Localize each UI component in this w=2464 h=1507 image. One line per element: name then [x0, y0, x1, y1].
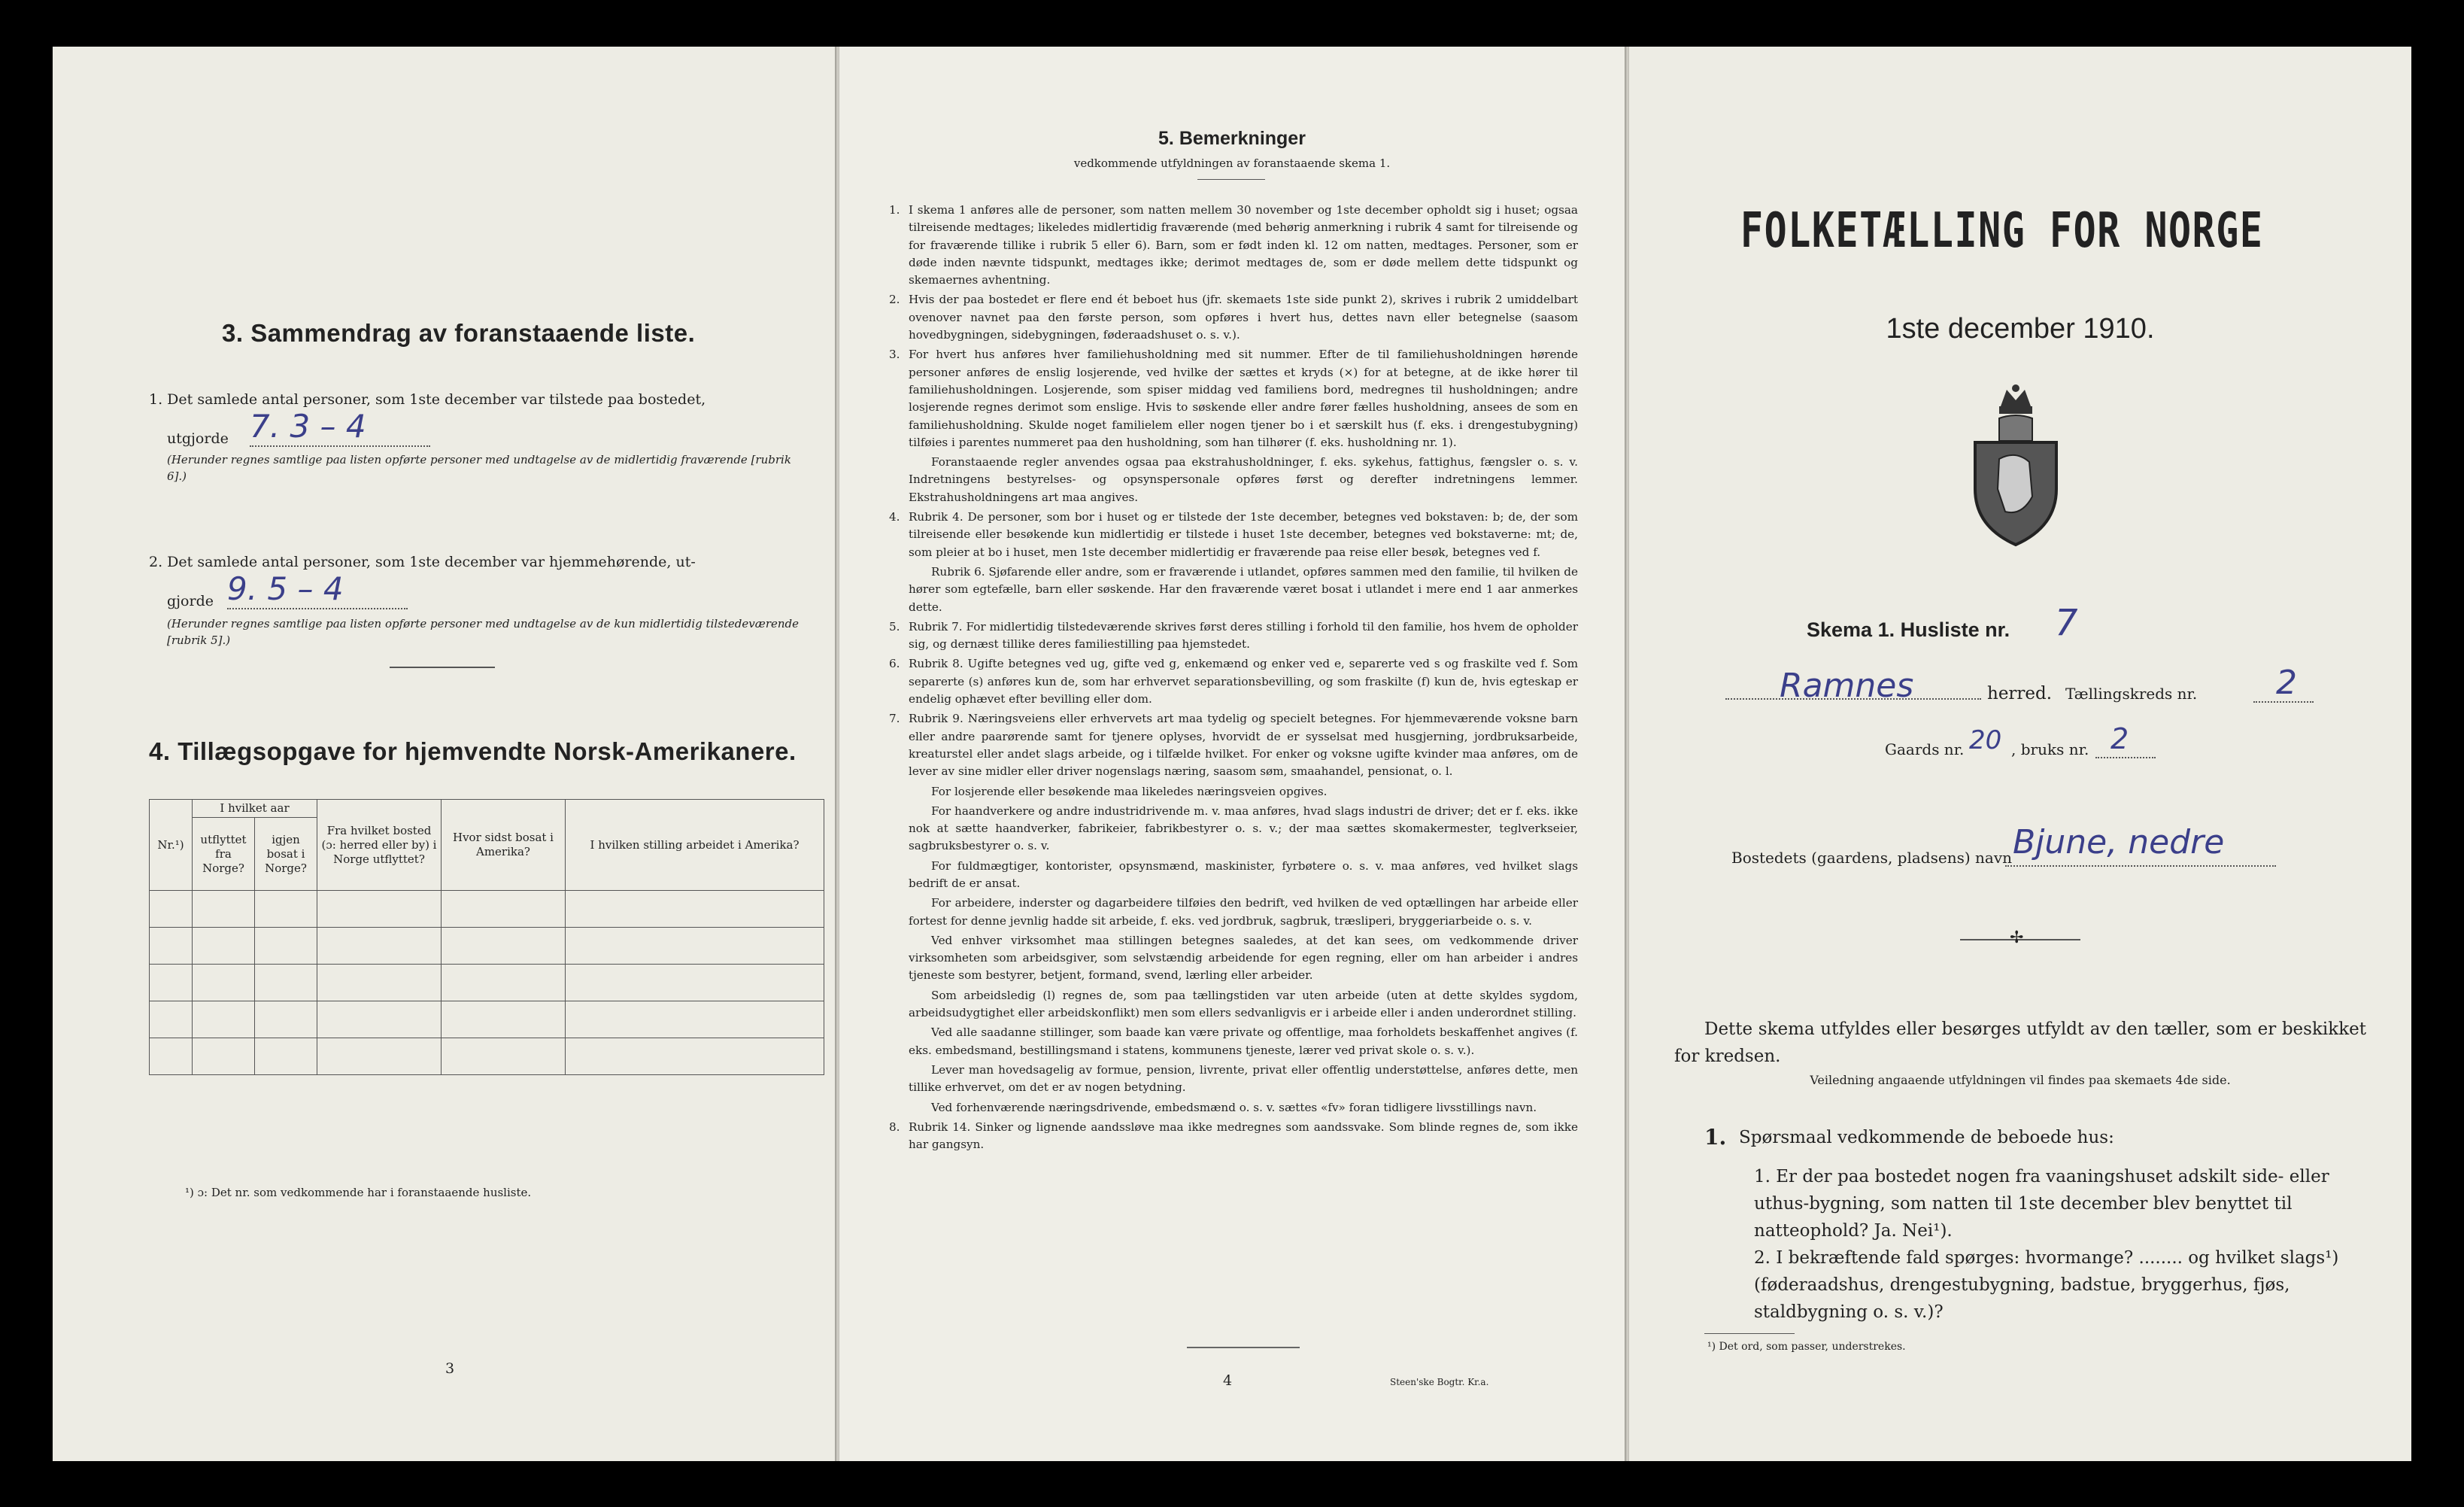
remark-text: Rubrik 9. Næringsveiens eller erhvervets art maa tydelig og specielt betegnes. For hjemmeværende voksne barn eller andre paarørende samt for tjenere oplyses, hvorvidt de er sysselsat med husgjerning, jordbruksarbeide, kreaturstel eller andet slags arbeide, og i tilfælde hvilket. For enker og voksne ugifte kvinder maa anføres, om de lever av sine midler eller driver nogenslags næring, saasom søm, smaahandel, pensionat, o. l. — [909, 712, 1578, 779]
remark-text: For losjerende eller besøkende maa likeledes næringsveien opgives. — [931, 784, 1328, 798]
remark-text: I skema 1 anføres alle de personer, som natten mellem 30 november og 1ste december opholdt sig i huset; ogsaa tilreisende medtages; likeledes midlertidig fraværende (med behørig anmerkning i rubrik 4 samt for tilreisende og for fraværende tillike i rubrik 5 eller 6). Barn, som er født inden kl. 12 om natten, medtages. Personer, som er døde inden nævnte tidspunkt, medtages ikke; derimot medtages de, som er døde mellem dette tidspunkt og skemaernes avhentning. — [909, 203, 1578, 287]
summary-item-1-prefix: utgjorde — [167, 430, 229, 447]
herred-label: herred. — [1987, 684, 2053, 703]
remark-text: Rubrik 7. For midlertidig tilstedeværende skrives først deres stilling i forhold til den familie, hos hvem de opholder sig, og dernæst tillike deres familiestilling paa hjemstedet. — [909, 619, 1578, 652]
remark-text: For hvert hus anføres hver familiehusholdning med sit nummer. Efter de til familiehusholdningen hørende personer anføres de enslig losjerende, ved hvilke der sættes et kryds (×) for at betegne, at de ikke hører til familiehusholdningen. Losjerende, som spiser middag ved familiens bord, medregnes til husholdningen; andre losjerende regnes derimot som enslige. Hvis to søskende eller andre fører fælles husholdning, ansees de som en familiehusholdning. Skulde noget familielem eller nogen tjener bo i et særskilt hus (f. eks. i drengestubygning) tilføies i parentes nummeret paa den husholdning, som han tilhører (f. eks. husholdning nr. 1). — [909, 348, 1578, 449]
col-fra: Fra hvilket bosted (ɔ: herred eller by) i Norge utflyttet? — [317, 800, 442, 891]
question-heading-number: 1. — [1704, 1125, 1727, 1150]
remark-item — [909, 1024, 1578, 1059]
remark-text: Rubrik 6. Sjøfarende eller andre, som er fraværende i utlandet, opføres sammen med den familie, til hvilken de hører som egtefælle, barn eller søskende. Har den fraværende været bosat i utlandet i mere end 1 aar anmerkes dette. — [909, 564, 1579, 614]
table-row — [150, 928, 824, 965]
krets-label: Tællingskreds nr. — [2065, 685, 2198, 703]
krets-value: 2 — [2276, 664, 2297, 702]
remark-item — [909, 932, 1578, 985]
gaards-label: Gaards nr. — [1885, 740, 1965, 758]
remarks-title: 5. Bemerkninger — [1158, 128, 1306, 149]
table-row — [150, 1038, 824, 1075]
question-1: 1. Er der paa bostedet nogen fra vaaningshuset adskilt side- eller uthus-bygning, som natten til 1ste december blev benyttet til natteophold? Ja. Nei¹). — [1754, 1167, 2329, 1241]
end-rule — [1187, 1347, 1300, 1348]
remark-number: 4. — [889, 510, 900, 524]
col-stilling: I hvilken stilling arbeidet i Amerika? — [566, 800, 824, 891]
summary-item-2-note: (Herunder regnes samtlige paa listen opførte personer med undtagelse av de kun midlertidig tilstedeværende [rubrik 5].) — [167, 617, 800, 647]
divider — [390, 667, 495, 668]
census-title: FOLKETÆLLING FOR NORGE — [1740, 203, 2264, 259]
question-2: 2. I bekræftende fald spørges: hvormange? ........ og hvilket slags¹) (føderaadshus, drengestubygning, badstue, bryggerhus, fjøs, staldbygning o. s. v.)? — [1754, 1248, 2339, 1322]
bosted-line — [2005, 865, 2276, 867]
coat-of-arms-icon — [1969, 384, 2062, 551]
veiledning-text: Veiledning angaaende utfyldningen vil findes paa skemaets 4de side. — [1810, 1073, 2231, 1087]
bruks-line — [2095, 757, 2156, 758]
remark-text: Rubrik 14. Sinker og lignende aandssløve maa ikke medregnes som aandssvake. Som blinde regnes de, som ikke har gangsyn. — [909, 1120, 1578, 1152]
norsk-amerikanere-table — [149, 799, 824, 1075]
table-row — [150, 965, 824, 1001]
summary-item-2-line — [227, 608, 408, 609]
remark-number: 1. — [889, 203, 900, 217]
remark-item — [909, 454, 1578, 506]
herred-value: Ramnes — [1780, 667, 1914, 705]
remark-item — [909, 564, 1578, 616]
remark-item — [889, 710, 1578, 780]
census-date: 1ste december 1910. — [1886, 313, 2155, 345]
col-utflyttet: utflyttet fra Norge? — [193, 818, 255, 891]
bosted-value: Bjune, nedre — [2013, 823, 2225, 861]
krets-line — [2253, 701, 2314, 703]
remark-text: Hvis der paa bostedet er flere end ét beboet hus (jfr. skemaets 1ste side punkt 2), skrives i rubrik 2 umiddelbart ovenover navnet paa den første person, som opføres i hvert hus, dettes navn eller betegnelse (saasom hovedbygningen, sidebygningen, føderaadshuset o. s. v.). — [909, 293, 1578, 342]
remark-item — [909, 987, 1578, 1022]
summary-item-1-note: (Herunder regnes samtlige paa listen opførte personer med undtagelse av de midlertidig fraværende [rubrik 6].) — [167, 453, 791, 483]
remark-item — [909, 803, 1578, 855]
remarks-list — [889, 202, 1579, 1156]
col-nr: Nr.¹) — [150, 800, 193, 891]
remark-text: For arbeidere, inderster og dagarbeidere tilføies den bedrift, ved hvilken de ved optællingen har arbeide eller fortest for denne jevnlig hadde sit arbeide, f. eks. ved jordbruk, sagbruk, træsliperi, bryggeriarbeide o. s. v. — [909, 896, 1578, 928]
remark-number: 6. — [889, 657, 900, 671]
section3-title: 3. Sammendrag av foranstaaende liste. — [222, 319, 696, 347]
remark-item — [909, 783, 1578, 801]
bosted-label: Bostedets (gaardens, pladsens) navn — [1731, 849, 2012, 867]
remark-text: Lever man hovedsagelig av formue, pension, livrente, privat eller offentlig understøttelse, anføres dette, men tillike erhvervet, om det er av nogen betydning. — [909, 1062, 1578, 1095]
page-left — [53, 47, 835, 1461]
remark-number: 2. — [889, 293, 900, 307]
table-row — [150, 1001, 824, 1038]
question-heading: Spørsmaal vedkommende de beboede hus: — [1739, 1128, 2114, 1147]
printer-mark: Steen'ske Bogtr. Kr.a. — [1390, 1377, 1489, 1387]
page-number: 4 — [1223, 1372, 1233, 1389]
remark-text: Rubrik 4. De personer, som bor i huset og er tilstede der 1ste december, betegnes ved bokstaven: b; de, der som tilreisende eller besøkende kun midlertidig er tilstede i huset 1ste december, betegnes ved bokstaverne: mt; de, som pleier at bo i huset, men 1ste december midlertidig er fraværende paa reise eller besøk, betegnes ved f. — [909, 510, 1578, 559]
table-row — [150, 891, 824, 928]
remark-item — [909, 858, 1578, 893]
remark-item — [889, 618, 1578, 654]
col-igjen: igjen bosat i Norge? — [255, 818, 317, 891]
skema-label: Skema 1. Husliste nr. — [1807, 618, 2010, 641]
remark-text: Som arbeidsledig (l) regnes de, som paa tællingstiden var uten arbeide (uten at dette skyldes sygdom, arbeidsudygtighet eller arbeidskonflikt) men som ellers sedvanligvis er i arbeide eller i anden underordnet stilling. — [909, 988, 1578, 1020]
remarks-subtitle: vedkommende utfyldningen av foranstaaende skema 1. — [1073, 156, 1391, 170]
page-number: 3 — [445, 1360, 455, 1377]
remark-text: Ved forhenværende næringsdrivende, embedsmænd o. s. v. sættes «fv» foran tidligere livsstillings navn. — [931, 1100, 1537, 1114]
remark-number: 5. — [889, 619, 900, 633]
table-footnote: ¹) ɔ: Det nr. som vedkommende har i foranstaaende husliste. — [185, 1186, 532, 1199]
remark-item — [889, 202, 1578, 289]
gaards-value: 20 — [1969, 725, 2002, 755]
remark-item — [909, 895, 1578, 930]
remark-text: For fuldmægtiger, kontorister, opsynsmænd, maskinister, fyrbøtere o. s. v. maa anføres, ved hvilket slags bedrift de er ansat. — [909, 858, 1578, 890]
remark-item — [889, 291, 1578, 344]
bruks-value: 2 — [2110, 722, 2129, 755]
bruks-label: , bruks nr. — [2011, 740, 2089, 758]
footnote: ¹) Det ord, som passer, understrekes. — [1707, 1341, 1906, 1353]
remark-item — [909, 1062, 1578, 1097]
section4-title: 4. Tillægsopgave for hjemvendte Norsk-Amerikanere. — [149, 737, 797, 765]
summary-item-1-value: 7. 3 – 4 — [250, 408, 366, 445]
remark-item — [909, 1099, 1578, 1117]
summary-item-2: 2. Det samlede antal personer, som 1ste december var hjemmehørende, ut- — [149, 554, 696, 570]
remark-item — [889, 655, 1578, 708]
summary-item-2-prefix: gjorde — [167, 593, 214, 609]
remark-item — [889, 509, 1578, 561]
page-middle — [839, 47, 1625, 1461]
remark-text: Rubrik 8. Ugifte betegnes ved ug, gifte ved g, enkemænd og enker ved e, separerte ved s og fraskilte ved f. Som separerte (s) anføres kun de, som har erhvervet separationsbevilling, og som fraskilte (f) kun de, hvis egteskap er endelig ophævet efter bevilling eller dom. — [909, 657, 1578, 706]
page-right — [1629, 47, 2411, 1461]
remark-text: Ved enhver virksomhet maa stillingen betegnes saaledes, at det kan sees, om vedkommende driver virksomheten som arbeidsgiver, som selvstændig arbeidende for egen regning, eller om han arbeider i andres tjeneste som bestyrer, betjent, formand, svend, lærling eller arbeider. — [909, 933, 1578, 983]
remark-text: Foranstaaende regler anvendes ogsaa paa ekstrahusholdninger, f. eks. sykehus, fattighus, fængsler o. s. v. Indretningens bestyrelses- og opsynspersonale opføres først og derefter indretningens lemmer. Ekstrahusholdningens art maa angives. — [909, 455, 1578, 504]
summary-item-1: 1. Det samlede antal personer, som 1ste december var tilstede paa bostedet, — [149, 391, 706, 408]
col-hvor: Hvor sidst bosat i Amerika? — [442, 800, 566, 891]
summary-item-2-value: 9. 5 – 4 — [227, 570, 344, 607]
remark-number: 3. — [889, 348, 900, 362]
subtitle-rule — [1197, 179, 1265, 180]
remark-item — [889, 1119, 1578, 1154]
remark-text: For haandverkere og andre industridrivende m. v. maa anføres, hvad slags industri de driver; det er f. eks. ikke nok at sætte haandverker, fabrikeier, fabrikbestyrer o. s. v.; der maa sættes skomakermester, teglverkseier, sagbruksbestyrer o. s. v. — [909, 804, 1578, 853]
remark-number: 7. — [889, 712, 900, 726]
intro-text: Dette skema utfyldes eller besørges utfyldt av den tæller, som er beskikket for kredsen. — [1674, 1019, 2366, 1066]
husliste-nr: 7 — [2055, 602, 2078, 644]
col-group-aar: I hvilket aar — [193, 800, 317, 818]
remark-number: 8. — [889, 1120, 900, 1134]
remark-text: Ved alle saadanne stillinger, som baade kan være private og offentlige, maa forholdets beskaffenhet angives (f. eks. embedsmand, bestillingsmand i statens, kommunens tjeneste, lærer ved privat skole o. s. v.). — [909, 1025, 1578, 1057]
footnote-rule — [1704, 1333, 1795, 1334]
remark-item — [889, 346, 1578, 451]
summary-item-1-line — [250, 445, 430, 447]
ornament-icon: ✢ — [2010, 928, 2024, 947]
